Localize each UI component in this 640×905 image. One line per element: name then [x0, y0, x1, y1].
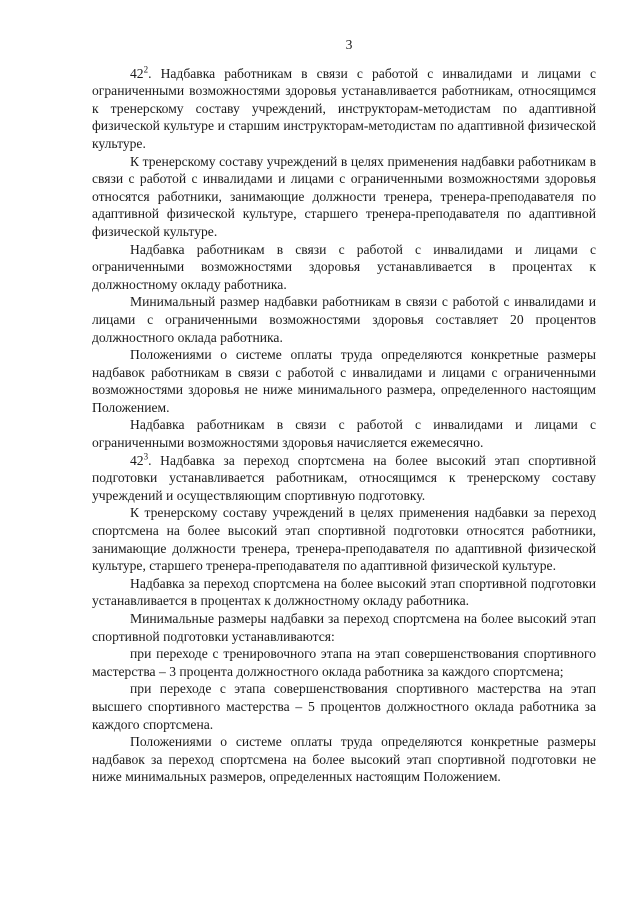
paragraph-text: . Надбавка работникам в связи с работой с инвалидами и лицами с ограниченными возможностями здоровья устанавливается работникам, относящимся к тренерскому составу учреждений, инструкторам-методистам по адаптивной физической культуре и старшим инструкторам-методистам по адаптивной физической культуре.	[92, 65, 596, 151]
paragraph	[92, 733, 596, 786]
paragraph-text: Минимальный размер надбавки работникам в связи с работой с инвалидами и лицами с ограниченными возможностями здоровья составляет 20 процентов должностного оклада работника.	[92, 294, 596, 345]
paragraph-text: . Надбавка за переход спортсмена на более высокий этап спортивной подготовки устанавливается работникам, относящимся к тренерскому составу учреждений и осуществляющим спортивную подготовку.	[92, 452, 596, 503]
paragraph-text: Положениями о системе оплаты труда определяются конкретные размеры надбавок за переход спортсмена на более высокий этап спортивной подготовки не ниже минимальных размеров, определенных настоящим Положением.	[92, 734, 596, 785]
paragraph	[92, 645, 596, 680]
document-body	[92, 65, 596, 786]
document-page	[92, 36, 596, 786]
page-number: 3	[345, 37, 353, 52]
paragraph	[92, 346, 596, 416]
clause-number: 42	[130, 452, 144, 468]
clause-superscript: 2	[143, 64, 149, 75]
paragraph	[92, 416, 596, 451]
paragraph	[92, 241, 596, 294]
paragraph-text: Минимальные размеры надбавки за переход спортсмена на более высокий этап спортивной подготовки устанавливаются:	[92, 611, 596, 644]
paragraph	[92, 504, 596, 574]
paragraph	[92, 293, 596, 346]
paragraph-text: Положениями о системе оплаты труда определяются конкретные размеры надбавок работникам в связи с работой с инвалидами и лицами с ограниченными возможностями здоровья не ниже минимального размера, определенного настоящим Положением.	[92, 347, 596, 415]
paragraph-text: Надбавка работникам в связи с работой с инвалидами и лицами с ограниченными возможностями здоровья устанавливается в процентах к должностному окладу работника.	[92, 241, 596, 292]
paragraph-text: К тренерскому составу учреждений в целях применения надбавки за переход спортсмена на более высокий этап спортивной подготовки относятся работники, занимающие должности тренера, тренера-преподавателя по адаптивной физической культуре, старшего тренера-преподавателя по адаптивной физической культуре.	[92, 505, 596, 574]
paragraph-text: при переходе с тренировочного этапа на этап совершенствования спортивного мастерства – 3 процента должностного оклада работника за каждого спортсмена;	[92, 646, 596, 679]
paragraph	[92, 610, 596, 645]
paragraph-text: К тренерскому составу учреждений в целях применения надбавки работникам в связи с работой с инвалидами и лицами с ограниченными возможностями здоровья относятся работники, занимающие должности тренера, тренера-преподавателя по адаптивной физической культуре, старшего тренера-преподавателя по адаптивной физической культуре.	[92, 153, 596, 239]
paragraph	[92, 575, 596, 610]
paragraph-text: при переходе с этапа совершенствования спортивного мастерства на этап высшего спортивного мастерства – 5 процентов должностного оклада работника за каждого спортсмена.	[92, 681, 596, 732]
paragraph	[92, 65, 596, 153]
clause-number: 42	[130, 65, 144, 81]
paragraph	[92, 153, 596, 241]
paragraph	[92, 452, 596, 505]
paragraph-text: Надбавка работникам в связи с работой с инвалидами и лицами с ограниченными возможностями здоровья начисляется ежемесячно.	[92, 417, 596, 451]
paragraph	[92, 680, 596, 733]
paragraph-text: Надбавка за переход спортсмена на более высокий этап спортивной подготовки устанавливается в процентах к должностному окладу работника.	[92, 575, 596, 609]
clause-superscript: 3	[143, 451, 149, 462]
